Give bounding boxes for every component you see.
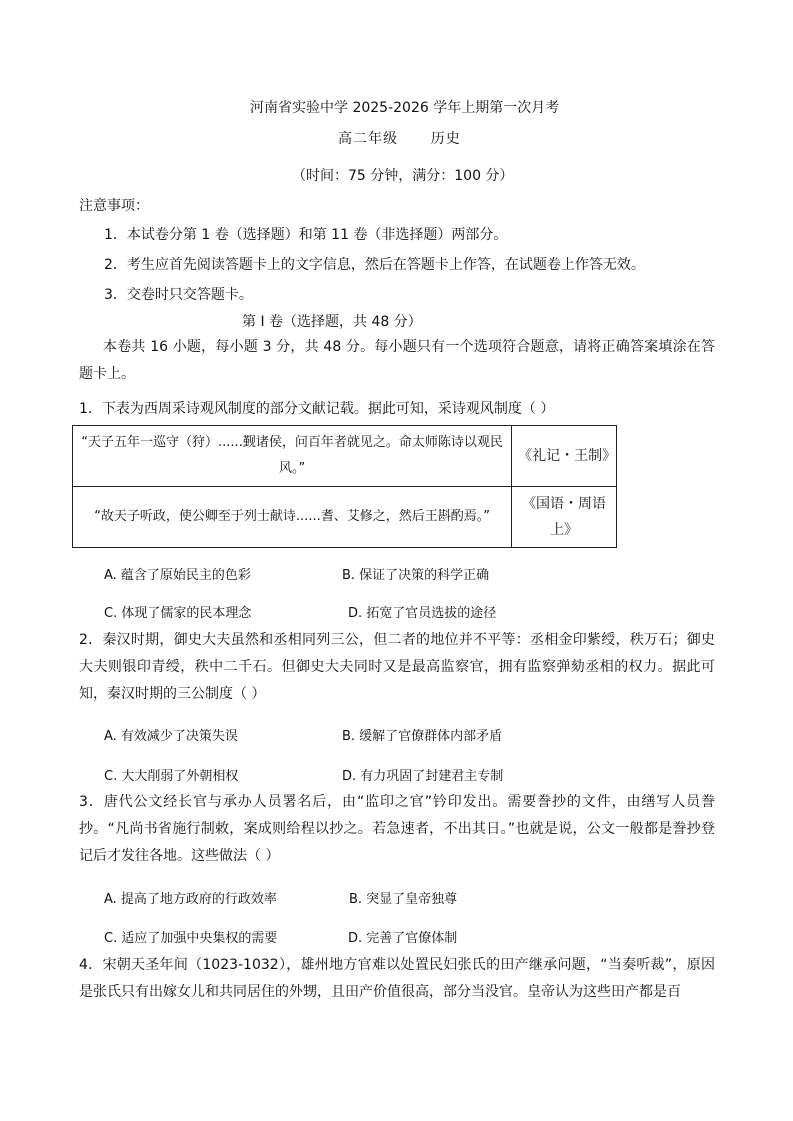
- option-c[interactable]: C. 体现了儒家的民本理念: [104, 606, 252, 621]
- exam-title: 河南省实验中学 2025-2026 学年上期第一次月考: [250, 100, 560, 116]
- section-title: 第 I 卷（选择题，共 48 分）: [242, 314, 422, 330]
- question-4-stem: 4．宋朝天圣年间（1023-1032），雄州地方官难以处置民妇张氏的田产继承问题，“当奏听裁”，原因是张氏只有出嫁女儿和共同居住的外甥，且田产价值很高，部分当没官。皇帝认为这些田产都是百: [79, 957, 715, 1000]
- note-item: 3．交卷时只交答题卡。: [104, 287, 253, 303]
- table-row: [73, 487, 617, 548]
- option-a[interactable]: A. 提高了地方政府的行政效率: [104, 892, 277, 907]
- source-table: [72, 425, 617, 548]
- option-c[interactable]: C. 大大削弱了外朝相权: [104, 769, 239, 784]
- option-d[interactable]: D. 拓宽了官员选拔的途径: [348, 606, 497, 621]
- table-quote: “故天子听政，使公卿至于列士献诗......耆、艾修之，然后王斟酌焉。”: [73, 487, 512, 548]
- note-item: 1．本试卷分第 1 卷（选择题）和第 11 卷（非选择题）两部分。: [104, 227, 508, 243]
- time-info: （时间：75 分钟，满分：100 分）: [292, 168, 514, 184]
- option-a[interactable]: A. 蕴含了原始民主的色彩: [104, 568, 251, 583]
- question-2-stem: 2．秦汉时期，御史大夫虽然和丞相同列三公，但二者的地位并不平等：丞相金印紫绶，秩万石；御史大夫则银印青绶，秩中二千石。但御史大夫同时又是最高监察官，拥有监察弹劾丞相的权力。据此可知，秦汉时期的三公制度（ ）: [79, 632, 715, 702]
- note-item: 2．考生应首先阅读答题卡上的文字信息，然后在答题卡上作答，在试题卷上作答无效。: [104, 257, 645, 273]
- option-d[interactable]: D. 有力巩固了封建君主专制: [342, 769, 504, 784]
- notes-heading: 注意事项：: [79, 198, 149, 214]
- option-b[interactable]: B. 突显了皇帝独尊: [349, 892, 458, 907]
- table-quote: “天子五年一巡守（狩）......觐诸侯，问百年者就见之。命太师陈诗以观民风。”: [73, 426, 512, 487]
- question-3-stem: 3．唐代公文经长官与承办人员署名后，由“监印之官”钤印发出。需要誊抄的文件，由缮写人员誊抄。“凡尚书省施行制敕，案成则给程以抄之。若急速者，不出其日。”也就是说，公文一般都是誊抄登记后才发往各地。这些做法（ ）: [79, 794, 715, 864]
- exam-subtitle: 高二年级 历史: [338, 131, 461, 147]
- table-row: [73, 426, 617, 487]
- section-intro: 本卷共 16 小题，每小题 3 分，共 48 分。每小题只有一个选项符合题意，请将正确答案填涂在答题卡上。: [79, 339, 715, 382]
- table-source: 《国语・周语上》: [512, 487, 617, 548]
- option-b[interactable]: B. 保证了决策的科学正确: [342, 568, 490, 583]
- option-a[interactable]: A. 有效减少了决策失误: [104, 729, 238, 744]
- option-d[interactable]: D. 完善了官僚体制: [348, 931, 458, 946]
- table-source: 《礼记・王制》: [512, 426, 617, 487]
- question-1-stem: 1．下表为西周采诗观风制度的部分文献记载。据此可知，采诗观风制度（ ）: [79, 401, 555, 417]
- option-b[interactable]: B. 缓解了官僚群体内部矛盾: [342, 729, 503, 744]
- option-c[interactable]: C. 适应了加强中央集权的需要: [104, 931, 278, 946]
